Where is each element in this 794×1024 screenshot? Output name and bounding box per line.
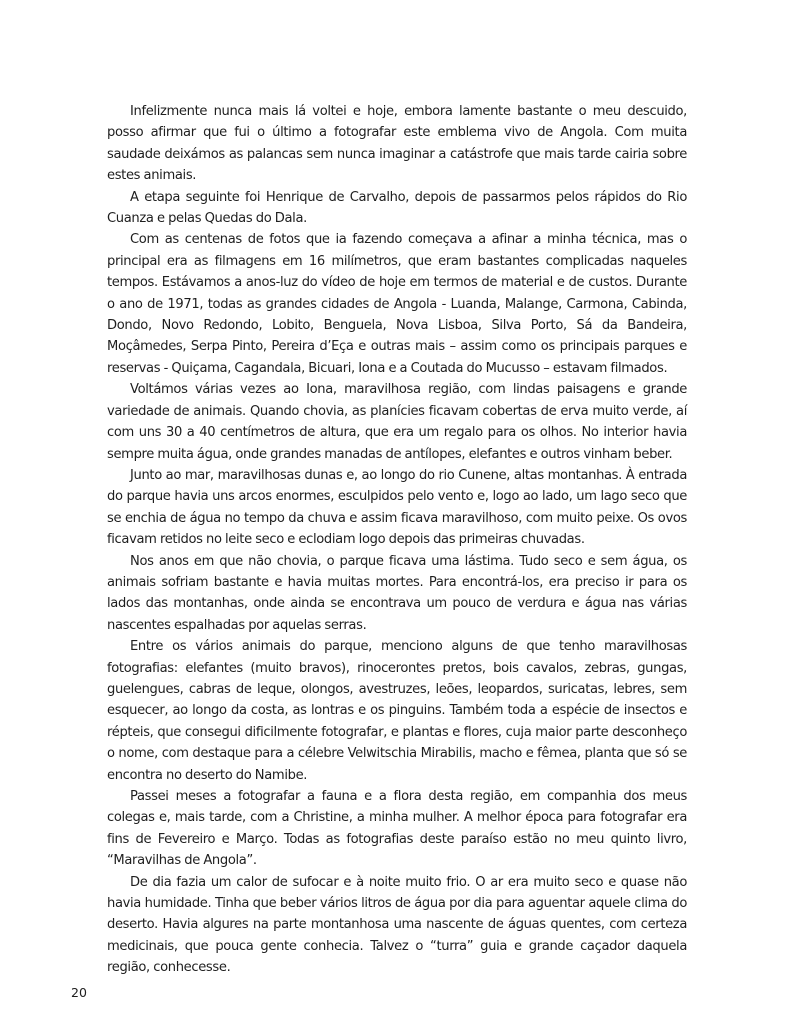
paragraph: De dia fazia um calor de sufocar e à noite muito frio. O ar era muito seco e quase não havia humidade. Tinha que beber vários litros de água por dia para aguentar aquele clima do deserto. Havia algures na parte montanhosa uma nascente de águas quentes, com certeza medicinais, que pouca gente conhecia. Talvez o “turra” guia e grande caçador daquela região, conhecesse. — [107, 874, 687, 976]
paragraph: Passei meses a fotografar a fauna e a flora desta região, em companhia dos meus colegas e, mais tarde, com a Christine, a minha mulher. A melhor época para fotografar era fins de Fevereiro e Março. Todas as fotografias deste paraíso estão no meu quinto livro, “Maravilhas de Angola”. — [107, 789, 687, 869]
paragraph: Voltámos várias vezes ao Iona, maravilhosa região, com lindas paisagens e grande variedade de animais. Quando chovia, as planícies ficavam cobertas de erva muito verde, aí com uns 30 a 40 centímetros de altura, que era um regalo para os olhos. No interior havia sempre muita água, onde grandes manadas de antílopes, elefantes e outros vinham beber. — [107, 382, 687, 462]
paragraph: Entre os vários animais do parque, menciono alguns de que tenho maravilhosas fotografias: elefantes (muito bravos), rinocerontes pretos, bois cavalos, zebras, gungas, guelengues, cabras de leque, olongos, avestruzes, leões, leopardos, suricatas, lebres, sem esquecer, ao longo da costa, as lontras e os pinguins. Também toda a espécie de insectos e répteis, que consegui dificilmente fotografar, e plantas e flores, cuja maior parte desconheço o nome, com destaque para a célebre Velwitschia Mirabilis, macho e fêmea, planta que só se encontra no deserto do Namibe. — [107, 639, 687, 783]
paragraph: Junto ao mar, maravilhosas dunas e, ao longo do rio Cunene, altas montanhas. À entrada do parque havia uns arcos enormes, esculpidos pelo vento e, logo ao lado, um lago seco que se enchia de água no tempo da chuva e assim ficava maravilhoso, com muito peixe. Os ovos ficavam retidos no leite seco e eclodiam logo depois das primeiras chuvadas. — [107, 467, 687, 548]
paragraph: Nos anos em que não chovia, o parque ficava uma lástima. Tudo seco e sem água, os animais sofriam bastante e havia muitas mortes. Para encontrá-los, era preciso ir para os lados das montanhas, onde ainda se encontrava um pouco de verdura e água nas várias nascentes espalhadas por aquelas serras. — [107, 553, 687, 633]
page-number: 20 — [71, 985, 87, 1000]
paragraph: A etapa seguinte foi Henrique de Carvalho, depois de passarmos pelos rápidos do Rio Cuanza e pelas Quedas do Dala. — [107, 189, 687, 227]
paragraph: Com as centenas de fotos que ia fazendo começava a afinar a minha técnica, mas o principal era as filmagens em 16 milímetros, que eram bastantes complicadas naqueles tempos. Estávamos a anos-luz do vídeo de hoje em termos de material e de custos. Durante o ano de 1971, todas as grandes cidades de Angola - Luanda, Malange, Carmona, Cabinda, Dondo, Novo Redondo, Lobito, Benguela, Nova Lisboa, Silva Porto, Sá da Bandeira, Moçâmedes, Serpa Pinto, Pereira d’Eça e outras mais – assim como os principais parques e reservas - Quiçama, Cagandala, Bicuari, Iona e a Coutada do Mucusso – estavam filmados. — [107, 232, 687, 376]
paragraph: Infelizmente nunca mais lá voltei e hoje, embora lamente bastante o meu descuido, posso afirmar que fui o último a fotografar este emblema vivo de Angola. Com muita saudade deixámos as palancas sem nunca imaginar a catástrofe que mais tarde cairia sobre estes animais. — [107, 104, 687, 184]
body-text — [107, 101, 687, 979]
